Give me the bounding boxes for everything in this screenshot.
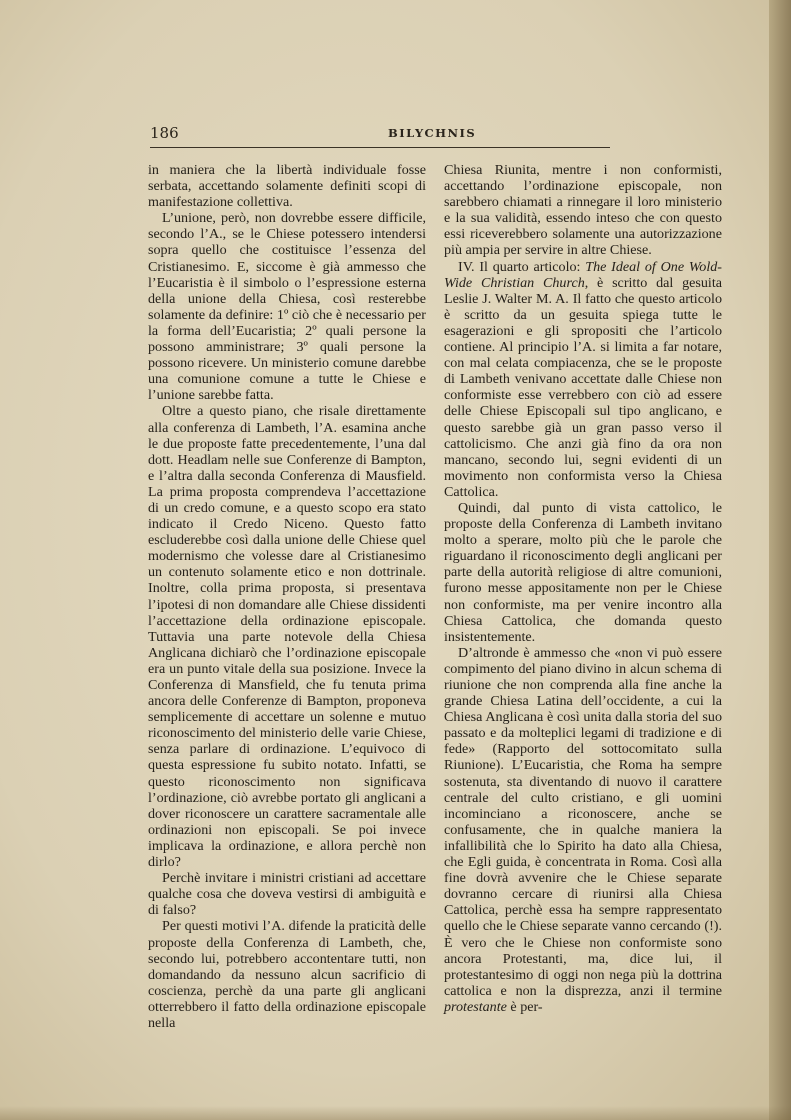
header-rule — [150, 147, 610, 148]
paragraph-article-iv — [444, 259, 722, 500]
paragraph: Perchè invitare i ministri cristiani ad accettare qualche cosa che doveva vestirsi di ambiguità e di falso? — [148, 870, 426, 919]
page-number: 186 — [150, 124, 179, 142]
paragraph — [444, 645, 722, 1015]
page-bottom-shadow — [0, 1106, 791, 1120]
right-column — [444, 162, 722, 1015]
text-span: IV. Il quarto articolo: — [458, 258, 586, 275]
article-title: The Ideal of One Wold-Wide Christian Church — [444, 258, 722, 291]
text-span: , è scritto dal gesuita Leslie J. Walter M. A. Il fatto che questo articolo è scritto da un gesuita spiega tutte le esagerazioni e gli spropositi che l’articolo contiene. Al principio l’A. si limita a far notare, con mal celata compiacenza, che se le proposte di Lambeth venivano accettate dalle Chiese non conformiste esse verrebbero con ciò ad essere delle Chiese Episcopali sul tipo anglicano, e questo sarebbe già un gran passo verso il cattolicismo. Che anzi già fino da ora non mancano, secondo lui, segni evidenti di un movimento non conformista verso la Chiesa Cattolica. — [444, 274, 722, 500]
left-column — [148, 162, 426, 1031]
paragraph: Chiesa Riunita, mentre i non conformisti, accettando l’ordinazione episcopale, non sarebbero chiamati a rinnegare il loro ministerio e la sua validità, essendo inteso che con questo essi riceverebbero solamente una autorizzazione più ampia per servire in altre Chiese. — [444, 162, 722, 259]
paragraph: Oltre a questo piano, che risale direttamente alla conferenza di Lambeth, l’A. esamina anche le due proposte fatte precedentemente, l’una dal dott. Headlam nelle sue Conferenze di Bampton, e l’altra dalla seconda Conferenza di Mausfield. La prima proposta comprendeva l’accettazione di un credo comune, e a questo scopo era stato indicato il Credo Niceno. Questo fatto escluderebbe così dalla unione delle Chiese quel modernismo che volesse dare al Cristianesimo un contenuto solamente etico e non dottrinale. Inoltre, colla prima proposta, si presentava l’ipotesi di non domandare alle Chiese dissidenti l’accettazione della ordinazione episcopale. Tuttavia una parte notevole della Chiesa Anglicana dichiarò che l’ordinazione episcopale era un punto vitale della sua posizione. Invece la Conferenza di Mansfield, che fu tenuta prima ancora delle Conferenze di Bampton, proponeva semplicemente di accettare un solenne e mutuo riconoscimento del ministerio delle varie Chiese, senza parlare di ordinazione. L’equivoco di questa espressione fu subito notato. Infatti, se questo riconoscimento non significava l’ordinazione, ciò avrebbe portato gli anglicani a dover riconoscere un carattere sacramentale alle ordinazioni non episcopali. Se poi invece implicava la ordinazione, e allora perchè non dirlo? — [148, 403, 426, 871]
running-head: BILYCHNIS — [388, 126, 477, 140]
paragraph: Per questi motivi l’A. difende la praticità delle proposte della Conferenza di Lambeth, che, secondo lui, potrebbero accontentare tutti, non domandando da nessuno alcun sacrificio di coscienza, perchè da una parte gli anglicani otterrebbero il fatto della ordinazione episcopale nella — [148, 918, 426, 1031]
emphasized-term: protestante — [444, 998, 507, 1015]
paragraph: L’unione, però, non dovrebbe essere difficile, secondo l’A., se le Chiese potessero intendersi sopra quello che costituisce l’essenza del Cristianesimo. E, siccome è già ammesso che l’Eucaristia è il simbolo o l’espressione esterna della unione della Chiesa, così resterebbe solamente da definire: 1º ciò che è necessario per la forma dell’Eucaristia; 2º quali persone la possono amministrare; 3º quali persone la possono ricevere. Un ministerio comune darebbe una comunione comune a tutte le Chiese e l’unione sarebbe fatta. — [148, 210, 426, 404]
text-span: è per- — [506, 998, 543, 1015]
page-edge-shadow — [769, 0, 791, 1120]
paragraph: in maniera che la libertà individuale fosse serbata, accettando solamente definiti scopi di manifestazione collettiva. — [148, 162, 426, 211]
paragraph: Quindi, dal punto di vista cattolico, le proposte della Conferenza di Lambeth invitano molto a sperare, molto più che le parole che riguardano il riconoscimento degli anglicani per parte della autorità religiose di altre comunioni, furono messe appositamente non per le Chiese non conformiste, ma per venire incontro alla Chiesa Cattolica, che domanda questo insistentemente. — [444, 499, 722, 645]
text-span: D’altronde è ammesso che «non vi può essere compimento del piano divino in alcun schema di riunione che non comprenda alla fine anche la grande Chiesa Latina dell’occidente, a cui la Chiesa Anglicana è così unita dalla storia del suo passato e da molteplici legami di tradizione e di fede» (Rapporto del sottocomitato sulla Riunione). L’Eucaristia, che Roma ha sempre sostenuta, sta diventando di nuovo il carattere centrale del culto cristiano, e gli uomini incominciano a riconoscere, anche se confusamente, che in qualche maniera la infallibilità che lo Spirito ha dato alla Chiesa, che Egli guida, è concentrata in Roma. Così alla fine dovrà avvenire che le Chiese separate dovranno cercare di riunirsi alla Chiesa Cattolica, perchè essa ha sempre rappresentato quello che le Chiese separate vanno cercando (!). È vero che le Chiese non conformiste sono ancora Protestanti, ma, dice lui, il protestantesimo di oggi non nega più la dottrina cattolica e non la disprezza, anzi il termine — [444, 644, 722, 999]
